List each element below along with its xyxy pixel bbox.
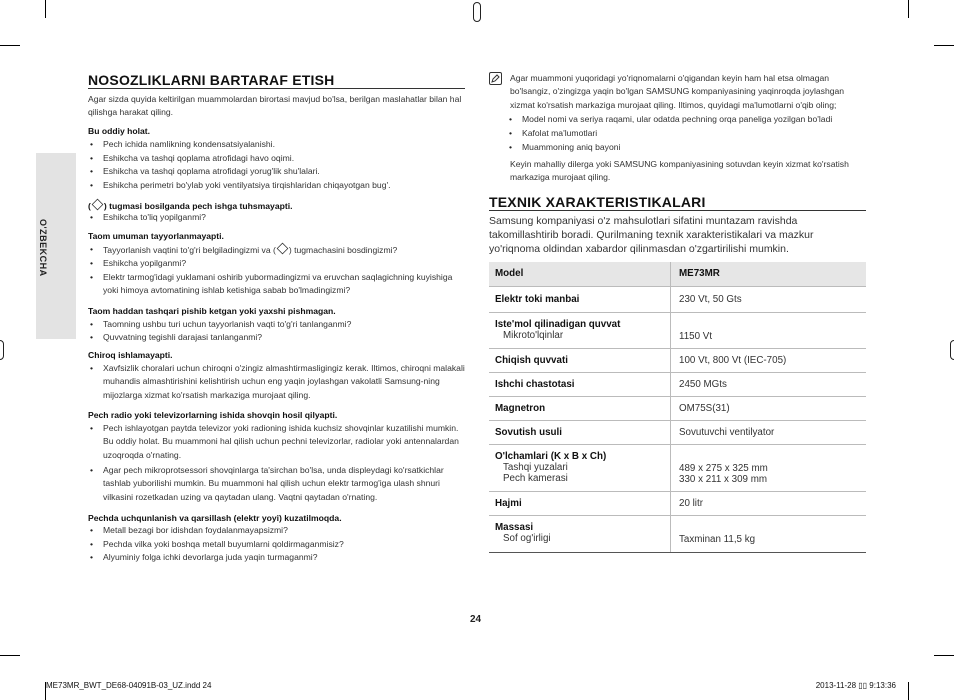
footer-timestamp: 2013-11-28 ▯▯ 9:13:36 [815,681,896,690]
table-row [489,313,866,349]
list-item: • Agar pech mikroprotsessori shovqinlarga ta'sirchan bo'lsa, unda displeydagi ko'rsatkichlar tashlab yuborilishi mumkin. Bu muammoni hal qilish uchun elektr tarmog'iga ulash shnuri vilkasini rozetkadan uzing va qaytadan ulang. Vaqtni qaytadan o'rnating. [103,464,465,504]
row-value: Sovutuvchi ventilyator [671,421,867,445]
start-button-icon [277,243,289,255]
row-value-text: 489 x 275 x 325 mm [679,463,768,474]
row-sublabel: Tashqi yuzalari [503,462,568,473]
row-value: 100 Vt, 800 Vt (IEC-705) [671,349,867,373]
specifications-intro: Samsung kompaniyasi o'z mahsulotlari sifatini muntazam ravishda takomillashtirib boradi. Qurilmaning texnik xarakteristikalari va mazkur yo'riqnoma oldindan xabardor qilinmasdan o'zgartirilishi mumkin. [489,215,814,255]
row-value: OM75S(31) [671,397,867,421]
row-label [489,516,671,553]
note-list-item: • Kafolat ma'lumotlari [522,127,597,140]
list-item: • Eshikcha va tashqi qoplama atrofidagi yorug'lik shu'lalari. [103,165,320,178]
list-item: • Taomning ushbu turi uchun tayyorlanish vaqti to'g'ri tanlanganmi? [103,318,351,331]
table-header-label: Model [489,262,671,287]
row-sublabel: Pech kamerasi [503,473,568,484]
row-value [671,313,867,349]
title-rule [489,210,866,211]
list-item: • Quvvatning tegishli darajasi tanlanganmi? [103,331,262,344]
table-row [489,421,866,445]
note-list-item: • Muammoning aniq bayoni [522,141,620,154]
crop-mark [934,655,954,656]
table-header-value: ME73MR [671,262,867,287]
title-rule [88,88,465,89]
list-item: • Eshikcha va tashqi qoplama atrofidagi havo oqimi. [103,152,294,165]
row-value: 2450 MGts [671,373,867,397]
row-sublabel: Mikroto'lqinlar [503,330,564,341]
row-label: Elektr toki manbai [489,287,671,313]
note-list-item: • Model nomi va seriya raqami, ular odatda pechning orqa paneliga yozilgan bo'ladi [522,113,832,126]
row-value-text: 1150 Vt [679,331,713,342]
crop-mark [934,45,954,46]
row-label: Sovutish usuli [489,421,671,445]
crop-mark [908,0,909,18]
row-value-text: 330 x 211 x 309 mm [679,474,768,485]
list-item-text: Tayyorlanish vaqtini to'g'ri belgiladingizmi va ( [103,245,276,255]
registration-mark [950,340,954,360]
row-label-text: Massasi [495,522,534,533]
list-item: • Elektr tarmog'idagi yuklamani oshirib yubormadingizmi va eruvchan saqlagichning kuyishiga yoki himoya avtomatining ishlab ketishiga sabab bo'lmadingizmi? [103,271,465,298]
table-row [489,516,866,553]
section-heading: Bu oddiy holat. [88,126,151,136]
crop-mark [908,682,909,700]
row-value-text: Taxminan 11,5 kg [679,534,756,545]
section-heading: Pech radio yoki televizorlarning ishida shovqin hosil qilyapti. [88,410,338,420]
troubleshooting-title: NOSOZLIKLARNI BARTARAF ETISH [88,72,335,88]
row-label-text: O'lchamlari (K x B x Ch) [495,451,607,462]
list-item: • Eshikcha perimetri bo'ylab yoki ventilyatsiya tirqishlaridan chiqayotgan bug'. [103,179,391,192]
table-header-row [489,262,866,287]
row-label [489,313,671,349]
list-item: • Pech ishlayotgan paytda televizor yoki radioning ishida kuchsiz shovqinlar kuzatilishi mumkin. Bu oddiy holat. Bu muammoni hal qilish uchun pechni televizorlar, radiolar yoki antennalardan uzoqroqda o'rnating. [103,422,465,462]
table-row [489,445,866,492]
note-closing: Keyin mahalliy dilerga yoki SAMSUNG kompaniyasining sotuvdan keyin xizmat ko'rsatish markaziga murojaat qiling. [510,159,849,183]
row-label-text: Iste'mol qilinadigan quvvat [495,319,621,330]
list-item: • Pech ichida namlikning kondensatsiyalanishi. [103,138,275,151]
crop-mark [45,0,46,18]
table-row [489,397,866,421]
list-item: • Xavfsizlik choralari uchun chiroqni o'zingiz almashtirmasligingiz kerak. Iltimos, chiroqni malakali muhandis almashtirishini kelishtirish uchun eng yaqin joylashgan vakolatli Samsung-ning mijozlarga xizmat ko'rsatish markaziga murojaat qiling. [103,362,465,402]
note-icon [489,72,502,85]
table-row [489,287,866,313]
list-item [103,243,397,257]
list-item: • Alyuminiy folga ichki devorlarga juda yaqin turmaganmi? [103,551,317,564]
row-label: Ishchi chastotasi [489,373,671,397]
start-button-icon [92,199,104,211]
troubleshooting-intro: Agar sizda quyida keltirilgan muammolardan birortasi mavjud bo'lsa, berilgan maslahatlar bilan hal qilishga harakat qiling. [88,94,462,118]
section-heading [88,199,293,211]
list-item-text: ) tugmachasini bosdingizmi? [288,245,398,255]
footer-file-name: ME73MR_BWT_DE68-04091B-03_UZ.indd 24 [46,681,212,690]
list-item: • Metall bezagi bor idishdan foydalanmayapsizmi? [103,524,288,537]
specifications-title: TEXNIK XARAKTERISTIKALARI [489,194,706,210]
language-side-tab [36,153,76,339]
row-label: Hajmi [489,492,671,516]
side-tab-label: O'ZBEKCHA [38,219,48,277]
section-heading: Pechda uchqunlanish va qarsillash (elektr yoyi) kuzatilmoqda. [88,513,342,523]
page-number: 24 [470,614,482,625]
crop-mark [0,655,20,656]
section-heading: Taom haddan tashqari pishib ketgan yoki yaxshi pishmagan. [88,306,336,316]
specifications-table [489,262,866,553]
table-row [489,349,866,373]
section-heading-text: ) tugmasi bosilganda pech ishga tuhsmayapti. [103,201,293,211]
section-heading: Taom umuman tayyorlanmayapti. [88,231,224,241]
row-label: Magnetron [489,397,671,421]
table-row [489,373,866,397]
list-item: • Eshikcha yopilganmi? [103,257,186,270]
section-heading: Chiroq ishlamayapti. [88,350,173,360]
crop-mark [0,45,20,46]
paren-text: ( [88,201,91,211]
row-value [671,445,867,492]
row-sublabel: Sof og'irligi [503,533,551,544]
registration-mark [473,2,481,22]
row-value: 230 Vt, 50 Gts [671,287,867,313]
row-label [489,445,671,492]
row-value: 20 litr [671,492,867,516]
note-text: Agar muammoni yuqoridagi yo'riqnomalarni o'qigandan keyin ham hal etsa olmagan bo'lsangiz, o'zingizga yaqin bo'lgan SAMSUNG kompaniyasining yaqinroqda joylashgan xizmat ko'rsatish markaziga murojaat qiling. Iltimos, quyidagi ma'lumotlarni o'qib oling; [510,73,845,110]
list-item: • Eshikcha to'liq yopilganmi? [103,211,206,224]
row-value [671,516,867,553]
registration-mark [0,340,4,360]
list-item: • Pechda vilka yoki boshqa metall buyumlarni qoldirmaganmisiz? [103,538,344,551]
table-row [489,492,866,516]
row-label: Chiqish quvvati [489,349,671,373]
